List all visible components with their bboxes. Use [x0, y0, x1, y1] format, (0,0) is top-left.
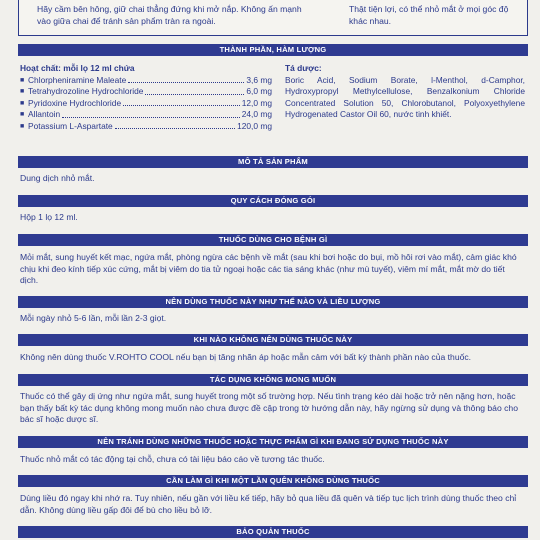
missed-dose-text: Dùng liều đó ngay khi nhớ ra. Tuy nhiên, nếu gần với liều kế tiếp, hãy bỏ qua liều đã quên và tiếp tục lịch trình dùng thuốc theo chỉ dẫn. Không dùng liều gấp đôi để bù cho liều bỏ lỡ. [20, 493, 517, 515]
ingredient-amount: 3,6 mg [246, 74, 272, 85]
section-header-interactions: NÊN TRÁNH DÙNG NHỮNG THUỐC HOẶC THỰC PHẨM GÌ KHI ĐANG SỬ DỤNG THUỐC NÀY [18, 436, 528, 448]
excipients-text: Boric Acid, Sodium Borate, l-Menthol, d-Camphor, Hydroxypropyl Methylcellulose, Benzalkonium Chloride Concentrated Solution 50, Chlorobutanol, Polyoxyethylene Hydrogenated Castor Oil 60, nước tinh khiết. [285, 74, 525, 119]
description-text: Dung dịch nhỏ mắt. [20, 173, 95, 183]
dosage-text: Mỗi ngày nhỏ 5-6 lần, mỗi lần 2-3 giọt. [20, 313, 167, 323]
ingredient-name: Tetrahydrozoline Hydrochloride [28, 86, 144, 96]
section-header-ingredients: THÀNH PHẦN, HÀM LƯỢNG [18, 44, 528, 56]
section-header-packaging: QUY CÁCH ĐÓNG GÓI [18, 195, 528, 207]
opening-instructions-box [18, 0, 528, 36]
convenience-note: Thật tiện lợi, có thể nhỏ mắt ở mọi góc độ khác nhau. [349, 4, 509, 26]
ingredient-row: ■ Potassium L-Aspartate 120,0 mg [20, 120, 272, 131]
contraindications-text: Không nên dùng thuốc V.ROHTO COOL nếu bạn bị tăng nhãn áp hoặc mẫn cảm với bất kỳ thành phần nào của thuốc. [20, 352, 472, 362]
ingredient-row: ■ Pyridoxine Hydrochloride 12,0 mg [20, 97, 272, 108]
ingredient-row: ■ Allantoin 24,0 mg [20, 109, 272, 119]
section-header-side-effects: TÁC DỤNG KHÔNG MONG MUỐN [18, 374, 528, 386]
ingredient-amount: 6,0 mg [246, 86, 272, 96]
excipients-heading: Tá dược: [285, 63, 322, 73]
section-header-storage: BẢO QUẢN THUỐC [18, 526, 528, 538]
indications-text: Mỏi mắt, sung huyết kết mạc, ngứa mắt, phòng ngừa các bệnh về mắt (sau khi bơi hoặc do bụi, mồ hôi rơi vào mắt), cảm giác khó chịu khi đeo kính tiếp xúc cứng, mắt bị viêm do tia tử ngoại hoặc các tia sáng khác (như mù tuyết), viêm mí mắt, mắt mờ do tiết dịch. [20, 252, 517, 285]
active-heading: Hoạt chất: mỗi lọ 12 ml chứa [20, 63, 135, 73]
section-header-description: MÔ TẢ SẢN PHẨM [18, 156, 528, 168]
interactions-text: Thuốc nhỏ mắt có tác động tại chỗ, chưa có tài liệu báo cáo về tương tác thuốc. [20, 454, 325, 464]
section-header-dosage: NÊN DÙNG THUỐC NÀY NHƯ THẾ NÀO VÀ LIỀU LƯỢNG [18, 296, 528, 308]
ingredient-name: Potassium L-Aspartate [28, 120, 113, 131]
opening-instruction-text: Hãy cầm bên hông, giữ chai thẳng đứng khi mở nắp. Không ấn mạnh vào giữa chai để tránh sản phẩm tràn ra ngoài. [37, 4, 302, 26]
ingredient-amount: 12,0 mg [241, 97, 272, 108]
ingredient-row: ■ Chlorpheniramine Maleate 3,6 mg [20, 74, 272, 85]
active-ingredients [20, 63, 272, 132]
section-header-contraindications: KHI NÀO KHÔNG NÊN DÙNG THUỐC NÀY [18, 334, 528, 346]
ingredient-amount: 120,0 mg [237, 120, 272, 131]
ingredient-name: Pyridoxine Hydrochloride [28, 97, 122, 108]
ingredient-name: Allantoin [28, 109, 61, 119]
packaging-text: Hộp 1 lọ 12 ml. [20, 212, 78, 222]
excipients [285, 63, 525, 121]
section-header-missed-dose: CẦN LÀM GÌ KHI MỘT LẦN QUÊN KHÔNG DÙNG THUỐC [18, 475, 528, 487]
ingredient-amount: 24,0 mg [241, 109, 272, 119]
side-effects-text: Thuốc có thể gây dị ứng như ngứa mắt, sung huyết trong một số trường hợp. Nếu tình trạng kéo dài hoặc trở nên nặng hơn, hoặc bạn thấy bất kỳ tác dụng không mong muốn nào chưa được đề cập trong tờ hướng dẫn này, hãy ngừng sử dụng và thông báo cho bác sĩ hoặc dược sĩ. [20, 391, 518, 424]
ingredient-name: Chlorpheniramine Maleate [28, 74, 127, 85]
ingredient-row: ■ Tetrahydrozoline Hydrochloride 6,0 mg [20, 86, 272, 96]
section-header-indications: THUỐC DÙNG CHO BỆNH GÌ [18, 234, 528, 246]
